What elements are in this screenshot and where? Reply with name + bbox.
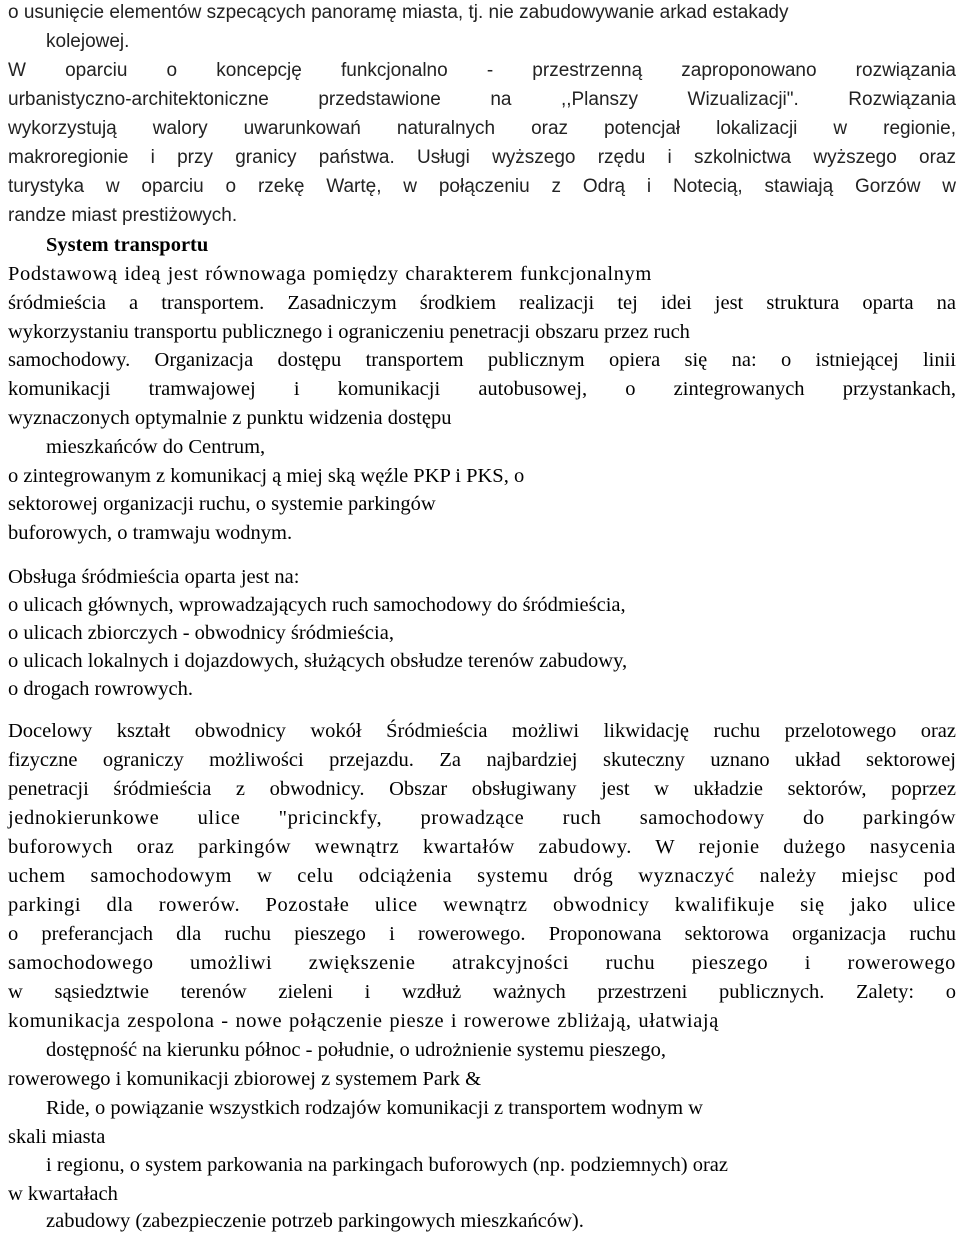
text-line: i regionu, o system parkowania na parkingach buforowych (np. podziemnych) oraz <box>46 1154 728 1176</box>
text-line: o usunięcie elementów szpecących panoramę miasta, tj. nie zabudowywanie arkad estakady <box>8 2 789 23</box>
list-item: o ulicach głównych, wprowadzających ruch samochodowy do śródmieścia, <box>8 594 626 616</box>
text-line: o preferancjach dla ruchu pieszego i rowerowego. Proponowana sektorowa organizacja ruchu <box>8 923 956 945</box>
text-line: kolejowej. <box>46 31 130 52</box>
text-line: buforowych, o tramwaju wodnym. <box>8 522 293 544</box>
text-line: turystyka w oparciu o rzekę Wartę, w połączeniu z Odrą i Notecią, stawiają Gorzów w <box>8 176 956 197</box>
text-line: komunikacja zespolona - nowe połączenie piesze i rowerowe zbliżają, ułatwiają <box>8 1010 719 1032</box>
text-line: samochodowy. Organizacja dostępu transportem publicznym opiera się na: o istniejącej linii <box>8 349 956 371</box>
text-line: mieszkańców do Centrum, <box>46 436 266 458</box>
text-line: w kwartałach <box>8 1183 118 1205</box>
text-line: rowerowego i komunikacji zbiorowej z systemem Park & <box>8 1068 482 1090</box>
section-heading: System transportu <box>46 234 209 256</box>
list-item: o ulicach lokalnych i dojazdowych, służących obsłudze terenów zabudowy, <box>8 650 628 672</box>
text-line: makroregionie i przy granicy państwa. Usługi wyższego rzędu i szkolnictwa wyższego oraz <box>8 147 956 168</box>
text-line: zabudowy (zabezpieczenie potrzeb parkingowych mieszkańców). <box>46 1210 584 1232</box>
text-line: penetracji śródmieścia z obwodnicy. Obszar obsługiwany jest w układzie sektorów, poprzez <box>8 778 956 800</box>
text-line: skali miasta <box>8 1126 106 1148</box>
text-line: buforowych oraz parkingów wewnątrz kwartałów zabudowy. W rejonie dużego nasycenia <box>8 836 956 858</box>
text-line: W oparciu o koncepcję funkcjonalno - przestrzenną zaproponowano rozwiązania <box>8 60 956 81</box>
text-line: Docelowy kształt obwodnicy wokół Śródmieścia możliwi likwidację ruchu przelotowego oraz <box>8 720 956 742</box>
text-line: wykorzystaniu transportu publicznego i ograniczeniu penetracji obszaru przez ruch <box>8 321 690 343</box>
text-line: parkingi dla rowerów. Pozostałe ulice wewnątrz obwodnicy kwalifikuje się jako ulice <box>8 894 956 916</box>
text-line: sektorowej organizacji ruchu, o systemie parkingów <box>8 493 436 515</box>
text-line: Obsługa śródmieścia oparta jest na: <box>8 566 300 588</box>
list-item: o ulicach zbiorczych - obwodnicy śródmieścia, <box>8 622 394 644</box>
text-line: fizyczne ograniczy możliwości przejazdu. Za najbardziej skuteczny uznano układ sektorowej <box>8 749 956 771</box>
text-line: wyznaczonych optymalnie z punktu widzenia dostępu <box>8 407 452 429</box>
text-line: komunikacji tramwajowej i komunikacji autobusowej, o zintegrowanych przystankach, <box>8 378 956 400</box>
text-line: śródmieścia a transportem. Zasadniczym środkiem realizacji tej idei jest struktura oparta na <box>8 292 956 314</box>
text-line: w sąsiedztwie terenów zieleni i wzdłuż ważnych przestrzeni publicznych. Zalety: o <box>8 981 956 1003</box>
text-line: Podstawową ideą jest równowaga pomiędzy charakterem funkcjonalnym <box>8 263 652 285</box>
text-line: urbanistyczno-architektoniczne przedstawione na ,,Planszy Wizualizacji". Rozwiązania <box>8 89 956 110</box>
text-line: jednokierunkowe ulice "pricinckfy, prowadzące ruch samochodowy do parkingów <box>8 807 956 829</box>
text-line: Ride, o powiązanie wszystkich rodzajów komunikacji z transportem wodnym w <box>46 1097 703 1119</box>
text-line: samochodowego umożliwi zwiększenie atrakcyjności ruchu pieszego i rowerowego <box>8 952 956 974</box>
text-line: o zintegrowanym z komunikacj ą miej ską węźle PKP i PKS, o <box>8 465 525 487</box>
text-line: wykorzystują walory uwarunkowań naturalnych oraz potencjał lokalizacji w regionie, <box>8 118 956 139</box>
text-line: dostępność na kierunku północ - południe, o udrożnienie systemu pieszego, <box>46 1039 666 1061</box>
text-line: randze miast prestiżowych. <box>8 205 238 226</box>
text-line: uchem samochodowym w celu odciążenia systemu dróg wyznaczyć należy miejsc pod <box>8 865 956 887</box>
list-item: o drogach rowrowych. <box>8 678 194 700</box>
